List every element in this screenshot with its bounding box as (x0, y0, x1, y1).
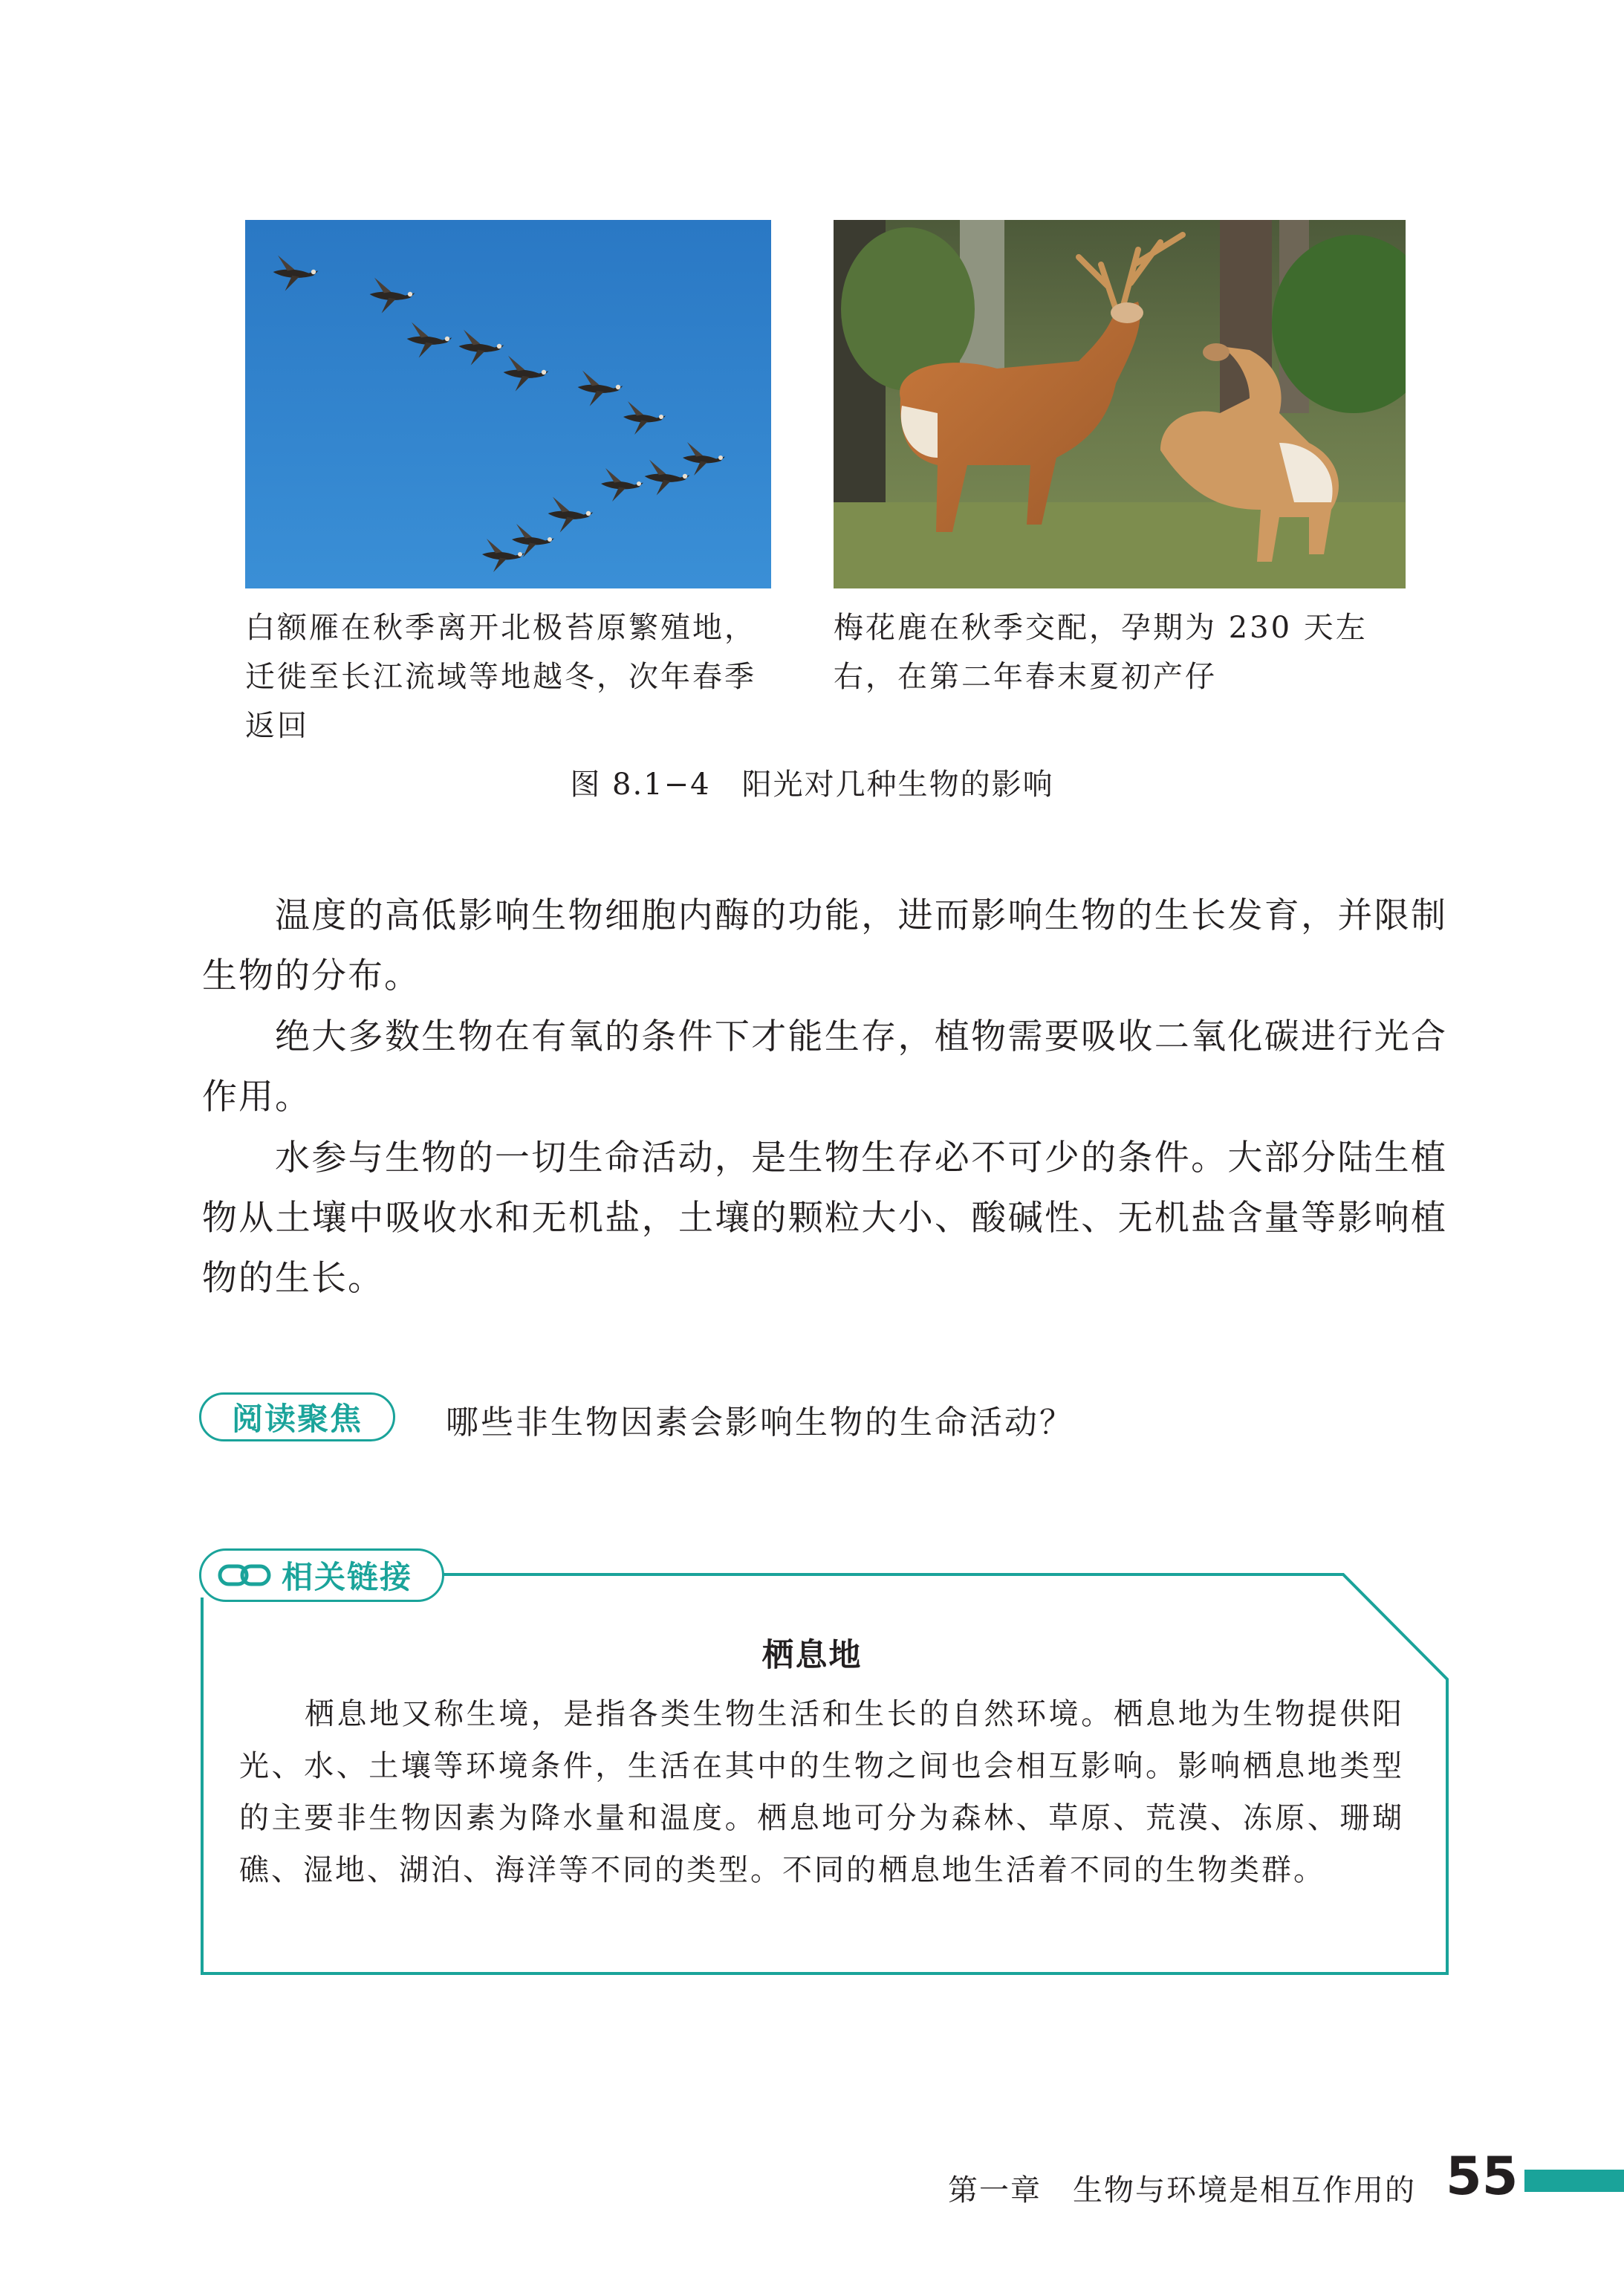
related-link-badge (199, 1548, 444, 1602)
geese-photo (245, 220, 771, 588)
sika-deer-image (834, 220, 1406, 588)
page-number: 55 (1446, 2146, 1519, 2207)
figure-title: 图 8.1−4 阳光对几种生物的影响 (570, 768, 1054, 802)
related-link-label: 相关链接 (282, 1559, 413, 1595)
deer-photo (834, 220, 1406, 588)
paragraph-oxygen: 绝大多数生物在有氧的条件下才能生存，植物需要吸收二氧化碳进行光合作用。 (202, 1016, 1447, 1118)
related-link-title: 栖息地 (761, 1637, 863, 1674)
paragraph-temperature: 温度的高低影响生物细胞内酶的功能，进而影响生物的生长发育，并限制生物的分布。 (202, 895, 1447, 996)
geese-flying-image (245, 220, 771, 588)
geese-caption: 白额雁在秋季离开北极苔原繁殖地，迁徙至长江流域等地越冬，次年春季返回 (245, 611, 756, 743)
footer-chapter-title: 第一章 生物与环境是相互作用的 (948, 2173, 1416, 2208)
reading-focus-badge: 阅读聚焦 (199, 1392, 395, 1441)
footer-accent-bar (1524, 2170, 1624, 2192)
deer-caption: 梅花鹿在秋季交配，孕期为 230 天左右，在第二年春末夏初产仔 (834, 611, 1368, 694)
reading-focus-question: 哪些非生物因素会影响生物的生命活动？ (446, 1404, 1074, 1441)
chain-link-icon (218, 1560, 271, 1590)
related-link-body: 栖息地又称生境，是指各类生物生活和生长的自然环境。栖息地为生物提供阳光、水、土壤等环境条件，生活在其中的生物之间也会相互影响。影响栖息地类型的主要非生物因素为降水量和温度。栖息地可分为森林、草原、荒漠、冻原、珊瑚礁、湿地、湖泊、海洋等不同的类型。不同的栖息地生活着不同的生物类群。 (239, 1697, 1404, 1887)
paragraph-water: 水参与生物的一切生命活动，是生物生存必不可少的条件。大部分陆生植物从土壤中吸收水和无机盐，土壤的颗粒大小、酸碱性、无机盐含量等影响植物的生长。 (202, 1138, 1447, 1299)
